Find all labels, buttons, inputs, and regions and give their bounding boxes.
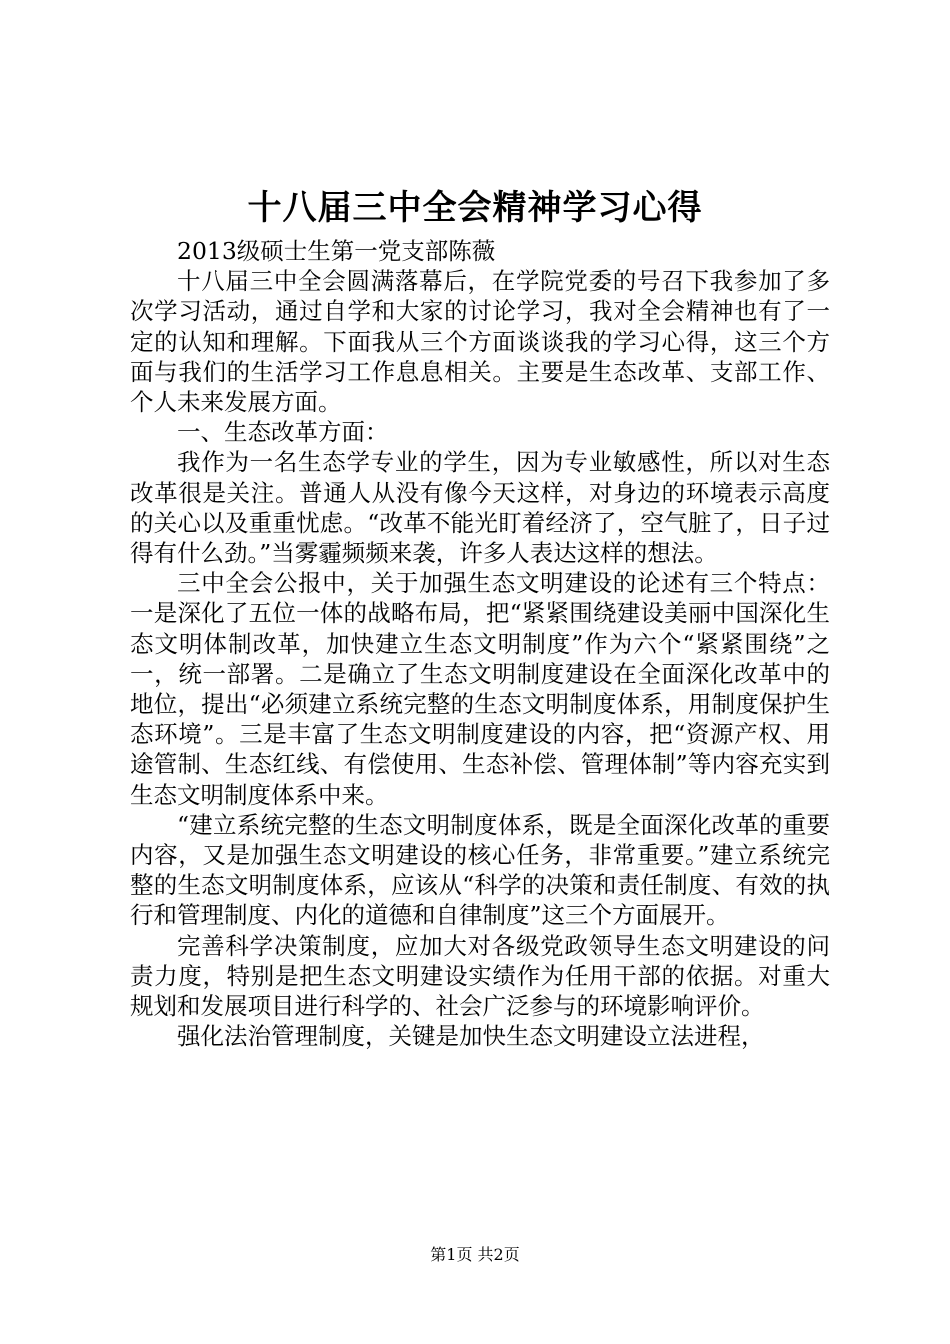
document-body (130, 236, 830, 1051)
document-title: 十八届三中全会精神学习心得 (247, 188, 703, 228)
section-heading-ecology: 一、生态改革方面： (177, 418, 389, 447)
paragraph-system-construction: “建立系统完整的生态文明制度体系，既是全面深化改革的重要内容，又是加强生态文明建设的核心任务，非常重要。”建立系统完整的生态文明制度体系，应该从“科学的决策和责任制度、有效的执行和管理制度、内化的道德和自律制度”这三个方面展开。 (130, 810, 830, 930)
paragraph-ecology-concern: 我作为一名生态学专业的学生，因为专业敏感性，所以对生态改革很是关注。普通人从没有像今天这样，对身边的环境表示高度的关心以及重重忧虑。“改革不能光盯着经济了，空气脏了，日子过得有什么劲。”当雾霾频频来袭，许多人表达这样的想法。 (130, 448, 830, 568)
author-line: 2013级硕士生第一党支部陈薇 (177, 237, 496, 265)
paragraph-communique-features: 三中全会公报中，关于加强生态文明建设的论述有三个特点：一是深化了五位一体的战略布局，把“紧紧围绕建设美丽中国深化生态文明体制改革，加快建立生态文明制度”作为六个“紧紧围绕”之一，统一部署。二是确立了生态文明制度建设在全面深化改革中的地位，提出“必须建立系统完整的生态文明制度体系，用制度保护生态环境”。三是丰富了生态文明制度建设的内容，把“资源产权、用途管制、生态红线、有偿使用、生态补偿、管理体制”等内容充实到生态文明制度体系中来。 (130, 569, 830, 809)
paragraph-decision-system: 完善科学决策制度，应加大对各级党政领导生态文明建设的问责力度，特别是把生态文明建设实绩作为任用干部的依据。对重大规划和发展项目进行科学的、社会广泛参与的环境影响评价。 (130, 931, 830, 1021)
page-footer: 第1页 共2页 (430, 1245, 520, 1264)
paragraph-legal-system: 强化法治管理制度，关键是加快生态文明建设立法进程， (177, 1022, 765, 1051)
paragraph-intro: 十八届三中全会圆满落幕后，在学院党委的号召下我参加了多次学习活动，通过自学和大家的讨论学习，我对全会精神也有了一定的认知和理解。下面我从三个方面谈谈我的学习心得，这三个方面与我们的生活学习工作息息相关。主要是生态改革、支部工作、个人未来发展方面。 (130, 267, 830, 417)
